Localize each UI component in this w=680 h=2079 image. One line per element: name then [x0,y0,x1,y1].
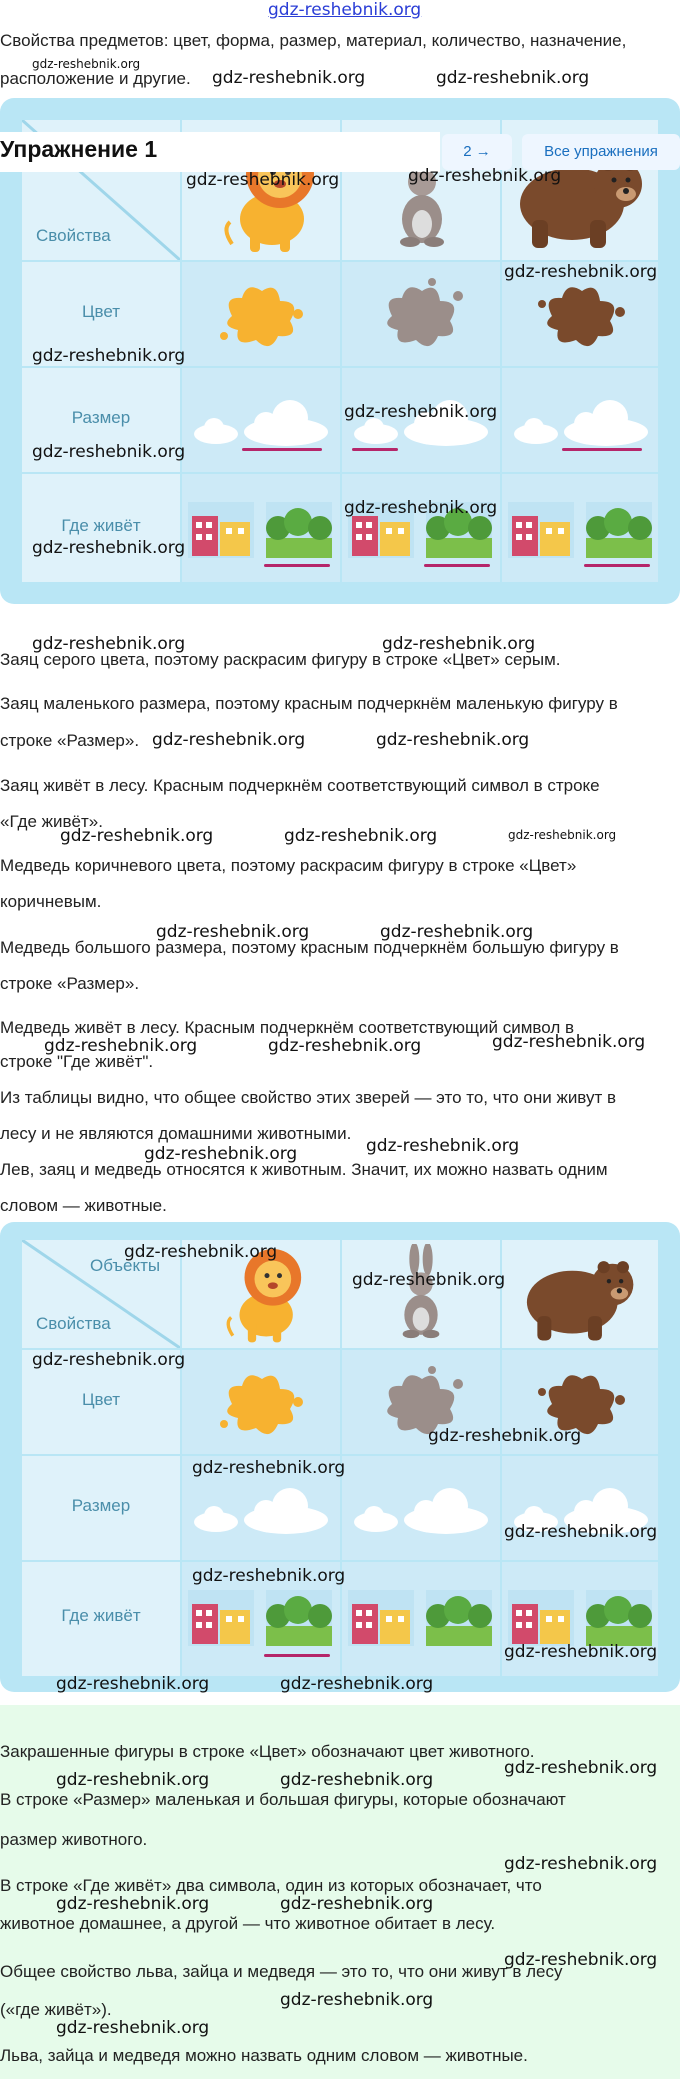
intro-line-1: Свойства предметов: цвет, форма, размер, материал, количество, назначение, [0,31,627,50]
underline-mark [562,448,642,451]
watermark: gdz-reshebnik.org [268,1036,422,1056]
watermark: gdz-reshebnik.org [56,1674,210,1694]
city-forest-icon [346,1580,496,1650]
watermark: gdz-reshebnik.org [32,1350,186,1370]
watermark: gdz-reshebnik.org [380,922,534,942]
size-cell-bear [502,368,658,472]
paragraph-line: строке «Размер». [0,974,140,993]
paragraph-line: животное домашнее, а другой — что животное обитает в лесу. [0,1914,496,1933]
paragraph-line: Заяц маленького размера, поэтому красным подчеркнём маленькую фигуру в [0,694,618,713]
city-forest-icon [506,492,656,562]
watermark: gdz-reshebnik.org [504,1758,658,1778]
habitat-cell-hare [342,1562,500,1676]
clouds-icon [186,392,336,452]
watermark: gdz-reshebnik.org [280,1674,434,1694]
paragraph-line: В строке «Размер» маленькая и большая фигуры, которые обозначают [0,1790,566,1809]
object-cell-bear [502,1240,658,1348]
watermark: gdz-reshebnik.org [156,922,310,942]
watermark: gdz-reshebnik.org [32,538,186,558]
bear-icon [516,1248,646,1344]
clouds-icon [346,1480,496,1540]
habitat-cell-hare [342,474,500,582]
paragraph-line: «Где живёт». [0,812,103,831]
color-cell-hare [342,262,500,366]
city-forest-icon [186,1580,336,1650]
row-label-size: Размер [22,1456,180,1560]
watermark: gdz-reshebnik.org [56,1770,210,1790]
watermark: gdz-reshebnik.org [32,634,186,654]
watermark: gdz-reshebnik.org [508,828,617,842]
paragraph-line: Медведь коричневого цвета, поэтому раскрасим фигуру в строке «Цвет» [0,856,577,875]
watermark: gdz-reshebnik.org [382,634,536,654]
watermark: gdz-reshebnik.org [376,730,530,750]
size-cell-lion [182,368,340,472]
paragraph-line: Закрашенные фигуры в строке «Цвет» обозначают цвет животного. [0,1742,535,1761]
clouds-icon [186,1480,336,1540]
corner-bottom-label: Свойства [36,226,111,245]
habitat-cell-bear [502,474,658,582]
color-cell-lion [182,262,340,366]
city-forest-icon [506,1580,656,1650]
watermark: gdz-reshebnik.org [280,1894,434,1914]
paragraph-line: Заяц живёт в лесу. Красным подчеркнём соответствующий символ в строке [0,776,600,795]
paragraph-line: В строке «Где живёт» два символа, один из которых обозначает, что [0,1876,542,1895]
splash-icon [212,1364,312,1444]
paragraph-line: лесу и не являются домашними животными. [0,1124,352,1143]
watermark: gdz-reshebnik.org [504,262,658,282]
watermark: gdz-reshebnik.org [504,1854,658,1874]
watermark: gdz-reshebnik.org [504,1522,658,1542]
paragraph-line: строке "Где живёт". [0,1052,154,1071]
habitat-cell-lion [182,474,340,582]
paragraph-line: Заяц серого цвета, поэтому раскрасим фигуру в строке «Цвет» серым. [0,650,561,669]
watermark: gdz-reshebnik.org [192,1458,346,1478]
paragraph-line: словом — животные. [0,1196,167,1215]
watermark: gdz-reshebnik.org [504,1950,658,1970]
corner-top-label: Объекты [90,1256,161,1275]
hare-icon [386,1244,456,1344]
underline-mark [424,564,490,567]
watermark: gdz-reshebnik.org [284,826,438,846]
watermark: gdz-reshebnik.org [492,1032,646,1052]
row-label-size: Размер [22,368,180,472]
paragraph-line: размер животного. [0,1830,148,1849]
paragraph-line: коричневым. [0,892,102,911]
paragraph-line: Медведь большого размера, поэтому красным подчеркнём большую фигуру в [0,938,619,957]
watermark: gdz-reshebnik.org [60,826,214,846]
watermark: gdz-reshebnik.org [152,730,306,750]
watermark: gdz-reshebnik.org [32,57,141,71]
watermark: gdz-reshebnik.org [56,2018,210,2038]
watermark: gdz-reshebnik.org [344,498,498,518]
underline-mark [264,1654,330,1657]
watermark: gdz-reshebnik.org [352,1270,506,1290]
watermark: gdz-reshebnik.org [366,1136,520,1156]
paragraph-line: Льва, зайца и медведя можно назвать одним словом — животные. [0,2046,528,2065]
clouds-icon [506,392,656,452]
watermark: gdz-reshebnik.org [124,1242,278,1262]
next-exercise-button[interactable]: 2 → [442,134,512,170]
watermark: gdz-reshebnik.org [192,1566,346,1586]
row-label-color: Цвет [22,262,180,366]
clouds-icon [346,392,496,452]
underline-mark [264,564,330,567]
underline-mark [584,564,650,567]
watermark: gdz-reshebnik.org [56,1894,210,1914]
size-cell-hare [342,1456,500,1560]
all-exercises-button[interactable]: Все упражнения [522,134,680,170]
paragraph-line: строке «Размер». [0,731,140,750]
watermark: gdz-reshebnik.org [280,1770,434,1790]
watermark: gdz-reshebnik.org [280,1990,434,2010]
splash-icon [212,276,312,356]
row-label-habitat: Где живёт [22,1562,180,1676]
watermark: gdz-reshebnik.org [44,1036,198,1056]
paragraph-line: Из таблицы видно, что общее свойство этих зверей — это то, что они живут в [0,1088,617,1107]
underline-mark [352,448,398,451]
city-forest-icon [186,492,336,562]
splash-icon [532,276,632,356]
object-cell-hare [342,1240,500,1348]
paragraph-line: Медведь живёт в лесу. Красным подчеркнём соответствующий символ в [0,1018,575,1037]
site-watermark-top[interactable]: gdz-reshebnik.org [268,0,422,20]
properties-table-2 [0,1222,680,1692]
exercise-title: Упражнение 1 [0,136,158,162]
paragraph-line: Лев, заяц и медведь относятся к животным. Значит, их можно назвать одним [0,1160,608,1179]
watermark: gdz-reshebnik.org [186,170,340,190]
watermark: gdz-reshebnik.org [32,442,186,462]
paragraph-line: («где живёт»). [0,2000,112,2019]
underline-mark [242,448,322,451]
watermark: gdz-reshebnik.org [144,1144,298,1164]
watermark: gdz-reshebnik.org [212,68,366,88]
paragraph-line: Общее свойство льва, зайца и медведя — это то, что они живут в лесу [0,1962,563,1981]
color-cell-lion [182,1350,340,1454]
watermark: gdz-reshebnik.org [504,1642,658,1662]
row-label-habitat: Где живёт [22,474,180,582]
size-cell-bear [502,1456,658,1560]
watermark: gdz-reshebnik.org [408,166,562,186]
row-label-color: Цвет [22,1350,180,1454]
watermark: gdz-reshebnik.org [344,402,498,422]
watermark: gdz-reshebnik.org [436,68,590,88]
watermark: gdz-reshebnik.org [428,1426,582,1446]
intro-line-2: расположение и другие. [0,69,191,88]
splash-icon [372,276,472,356]
corner-bottom-label: Свойства [36,1314,111,1333]
watermark: gdz-reshebnik.org [32,346,186,366]
